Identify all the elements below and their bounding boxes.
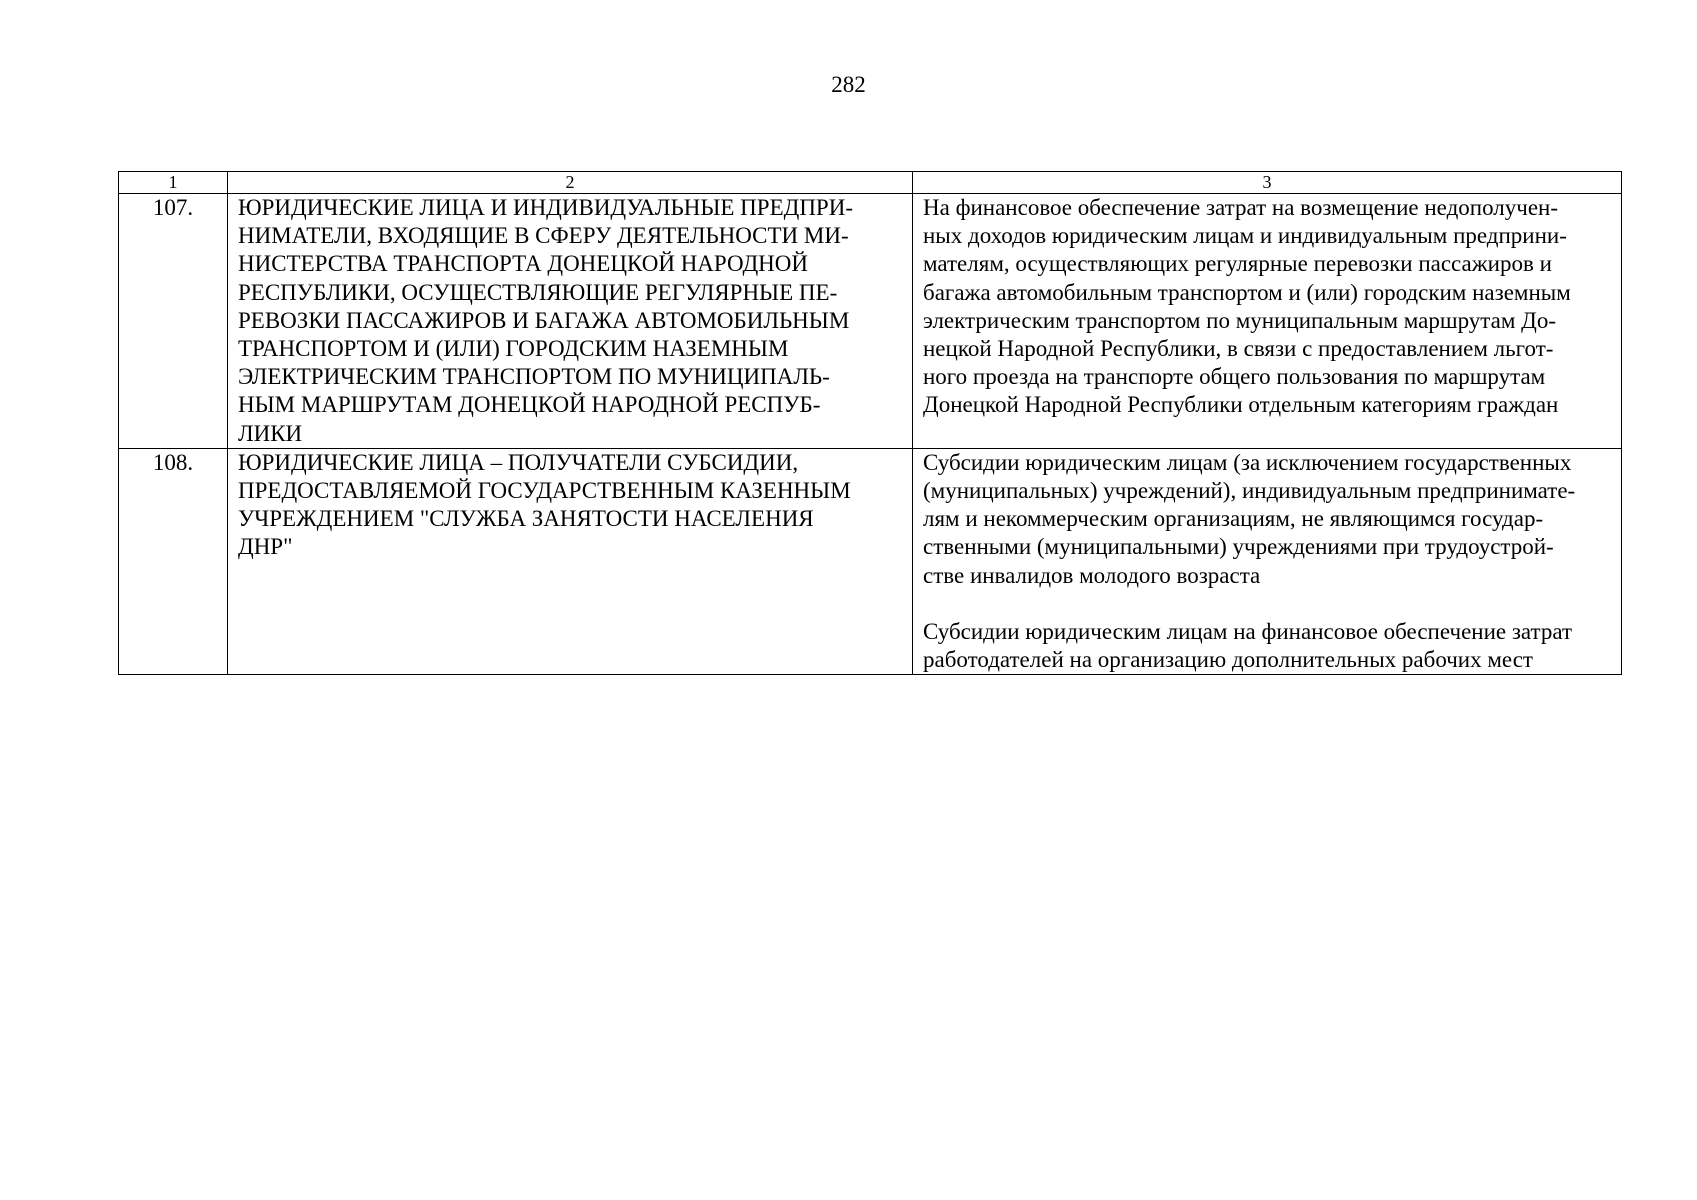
purpose-line: (муниципальных) учреждений), индивидуальным предпринимате- [923,478,1576,504]
purpose-line: стве инвалидов молодого возраста [923,562,1261,588]
recipient-cell [228,448,913,674]
purpose-line: мателям, осуществляющих регулярные перевозки пассажиров и [923,251,1552,277]
recipient-line: ЭЛЕКТРИЧЕСКИМ ТРАНСПОРТОМ ПО МУНИЦИПАЛЬ- [238,364,830,390]
purpose-line: электрическим транспортом по муниципальным маршрутам До- [923,307,1556,333]
purpose-line: нецкой Народной Республики, в связи с предоставлением льгот- [923,336,1554,362]
purpose-line: ственными (муниципальными) учреждениями при трудоустрой- [923,534,1554,560]
table-header-row [119,172,1622,194]
column-header-1: 1 [119,172,228,194]
recipient-line: РЕВОЗКИ ПАССАЖИРОВ И БАГАЖА АВТОМОБИЛЬНЫМ [238,307,850,333]
purpose-line: ных доходов юридическим лицам и индивидуальным предприни- [923,223,1567,249]
recipient-line: НЫМ МАРШРУТАМ ДОНЕЦКОЙ НАРОДНОЙ РЕСПУБ- [238,392,821,418]
table-row-107 [119,194,1622,449]
purpose-line: ного проезда на транспорте общего пользования по маршрутам [923,364,1546,390]
purpose-line: лям и некоммерческим организациям, не являющимся государ- [923,506,1544,532]
recipient-line: ТРАНСПОРТОМ И (ИЛИ) ГОРОДСКИМ НАЗЕМНЫМ [238,336,789,362]
row-number: 107. [119,194,228,449]
recipient-line: УЧРЕЖДЕНИЕМ "СЛУЖБА ЗАНЯТОСТИ НАСЕЛЕНИЯ [238,506,814,532]
document-table [118,171,1622,675]
row-number: 108. [119,448,228,674]
recipient-line: НИМАТЕЛИ, ВХОДЯЩИЕ В СФЕРУ ДЕЯТЕЛЬНОСТИ МИ- [238,223,849,249]
table-row-108 [119,448,1622,674]
purpose-cell [913,448,1622,674]
purpose-line: Субсидии юридическим лицам (за исключением государственных [923,449,1572,475]
recipient-line: ДНР" [238,534,293,560]
recipient-line: ЮРИДИЧЕСКИЕ ЛИЦА – ПОЛУЧАТЕЛИ СУБСИДИИ, [238,449,799,475]
recipient-cell [228,194,913,449]
paragraph-gap [923,590,1611,618]
purpose-line: багажа автомобильным транспортом и (или) городским наземным [923,279,1571,305]
recipient-line: НИСТЕРСТВА ТРАНСПОРТА ДОНЕЦКОЙ НАРОДНОЙ [238,251,808,277]
column-header-3: 3 [913,172,1622,194]
recipient-line: ПРЕДОСТАВЛЯЕМОЙ ГОСУДАРСТВЕННЫМ КАЗЕННЫМ [238,478,851,504]
page-number: 282 [831,72,866,97]
purpose-line: работодателей на организацию дополнительных рабочих мест [923,647,1533,673]
purpose-line: Субсидии юридическим лицам на финансовое обеспечение затрат [923,618,1573,644]
recipient-line: ЮРИДИЧЕСКИЕ ЛИЦА И ИНДИВИДУАЛЬНЫЕ ПРЕДПРИ- [238,195,853,220]
column-header-2: 2 [228,172,913,194]
purpose-line: Донецкой Народной Республики отдельным категориям граждан [923,392,1559,418]
purpose-line: На финансовое обеспечение затрат на возмещение недополучен- [923,195,1559,220]
purpose-cell [913,194,1622,449]
recipient-line: РЕСПУБЛИКИ, ОСУЩЕСТВЛЯЮЩИЕ РЕГУЛЯРНЫЕ ПЕ- [238,279,838,305]
recipient-line: ЛИКИ [238,420,303,446]
